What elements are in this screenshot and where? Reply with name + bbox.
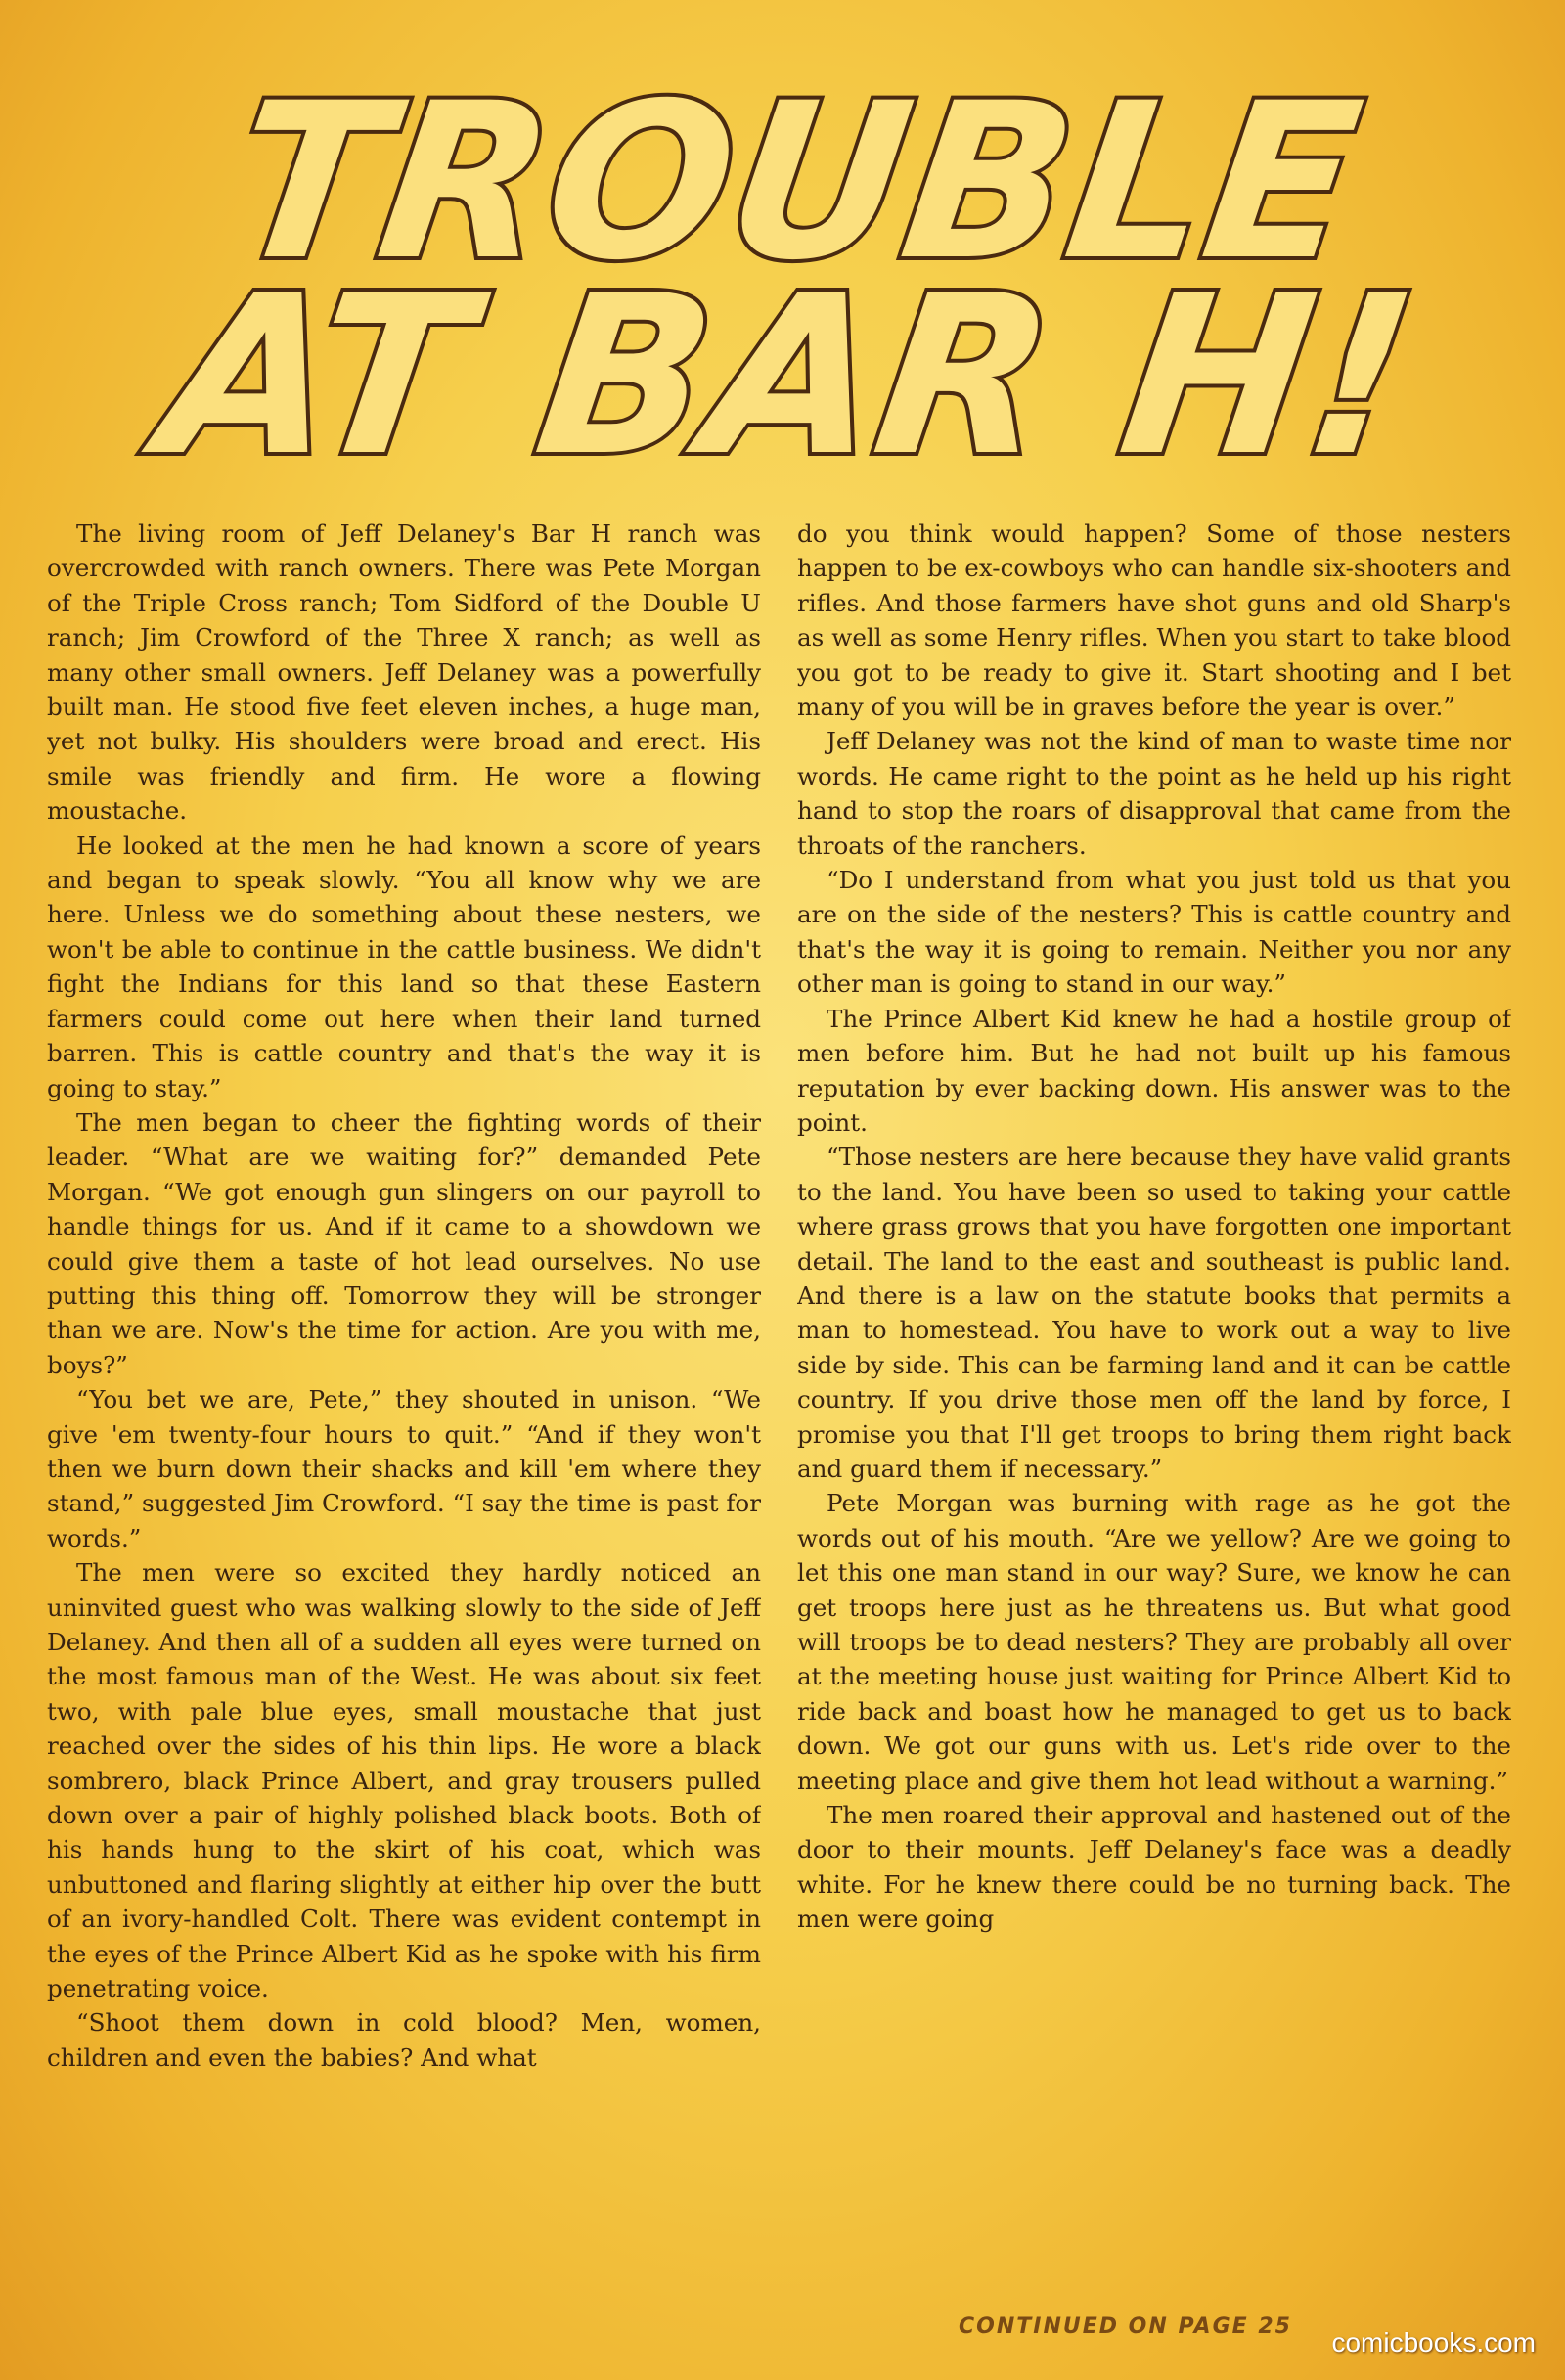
paragraph: “You bet we are, Pete,” they shouted in unison. “We give 'em twenty-four hours to quit.” “And if they won't then we burn down their shacks and kill 'em where they stand,” suggested Jim Crowford. “I say the time is past for words.” (47, 1385, 761, 1552)
continued-note: CONTINUED ON PAGE 25 (959, 2314, 1292, 2339)
paragraph: The men began to cheer the fighting words of their leader. “What are we waiting for?” demanded Pete Morgan. “We got enough gun slingers on our payroll to handle things for us. And if it came to a showdown we could give them a taste of hot lead ourselves. No use putting this thing off. Tomorrow they will be stronger than we are. Now's the time for action. Are you with me, boys?” (47, 1107, 761, 1379)
story-column-left (47, 516, 761, 2297)
paragraph: Pete Morgan was burning with rage as he got the words out of his mouth. “Are we yellow? Are we going to let this one man stand in our way? Sure, we know he can get troops here just as he threatens us. But what good will troops be to dead nesters? They are probably all over at the meeting house just waiting for Prince Albert Kid to ride back and boast how he managed to get us to back down. We got our guns with us. Let's ride over to the meeting place and give them hot lead without a warning.” (797, 1489, 1511, 1795)
paragraph: Jeff Delaney was not the kind of man to waste time nor words. He came right to the point as he held up his right hand to stop the roars of disapproval that came from the throats of the ranchers. (797, 727, 1511, 860)
paragraph: He looked at the men he had known a score of years and began to speak slowly. “You all know why we are here. Unless we do something about these nesters, we won't be able to continue in the cattle business. We didn't fight the Indians for this land so that these Eastern farmers could come out here when their land turned barren. This is cattle country and that's the way it is going to stay.” (47, 831, 761, 1102)
paragraph: The Prince Albert Kid knew he had a hostile group of men before him. But he had not built up his famous reputation by ever backing down. His answer was to the point. (797, 1004, 1511, 1137)
paragraph: “Do I understand from what you just told us that you are on the side of the nesters? This is cattle country and that's the way it is going to remain. Neither you nor any other man is going to stand in our way.” (797, 866, 1511, 999)
paragraph: The men roared their approval and hastened out of the door to their mounts. Jeff Delaney's face was a deadly white. For he knew there could be no turning back. The men were going (797, 1801, 1511, 1934)
title-line-1: TROUBLE (219, 57, 1373, 308)
story-column-right (797, 516, 1511, 2297)
paragraph: “Shoot them down in cold blood? Men, women, children and even the babies? And what (47, 2008, 761, 2072)
paragraph: The living room of Jeff Delaney's Bar H ranch was overcrowded with ranch owners. There was Pete Morgan of the Triple Cross ranch; Tom Sidford of the Double U ranch; Jim Crowford of the Three X ranch; as well as many other small owners. Jeff Delaney was a powerfully built man. He stood five feet eleven inches, a huge man, yet not bulky. His shoulders were broad and erect. His smile was friendly and firm. He wore a flowing moustache. (47, 519, 761, 826)
story-title (0, 0, 1565, 509)
title-line-2: AT BAR H! (148, 248, 1429, 505)
paragraph: do you think would happen? Some of those nesters happen to be ex-cowboys who can handle six-shooters and rifles. And those farmers have shot guns and old Sharp's as well as some Henry rifles. When you start to take blood you got to be ready to give it. Start shooting and I bet many of you will be in graves before the year is over.” (797, 519, 1511, 722)
paragraph: The men were so excited they hardly noticed an uninvited guest who was walking slowly to the side of Jeff Delaney. And then all of a sudden all eyes were turned on the most famous man of the West. He was about six feet two, with pale blue eyes, small moustache that just reached over the sides of his thin lips. He wore a black sombrero, black Prince Albert, and gray trousers pulled down over a pair of highly polished black boots. Both of his hands hung to the skirt of his coat, which was unbuttoned and flaring slightly at either hip over the butt of an ivory-handled Colt. There was evident contempt in the eyes of the Prince Albert Kid as he spoke with his firm penetrating voice. (47, 1558, 761, 2003)
watermark: comicbooks.com (1331, 2327, 1536, 2358)
paragraph: “Those nesters are here because they have valid grants to the land. You have been so used to taking your cattle where grass grows that you have forgotten one important detail. The land to the east and southeast is public land. And there is a law on the statute books that permits a man to homestead. You have to work out a way to live side by side. This can be farming land and it can be cattle country. If you drive those men off the land by force, I promise you that I'll get troops to bring them right back and guard them if necessary.” (797, 1143, 1511, 1483)
